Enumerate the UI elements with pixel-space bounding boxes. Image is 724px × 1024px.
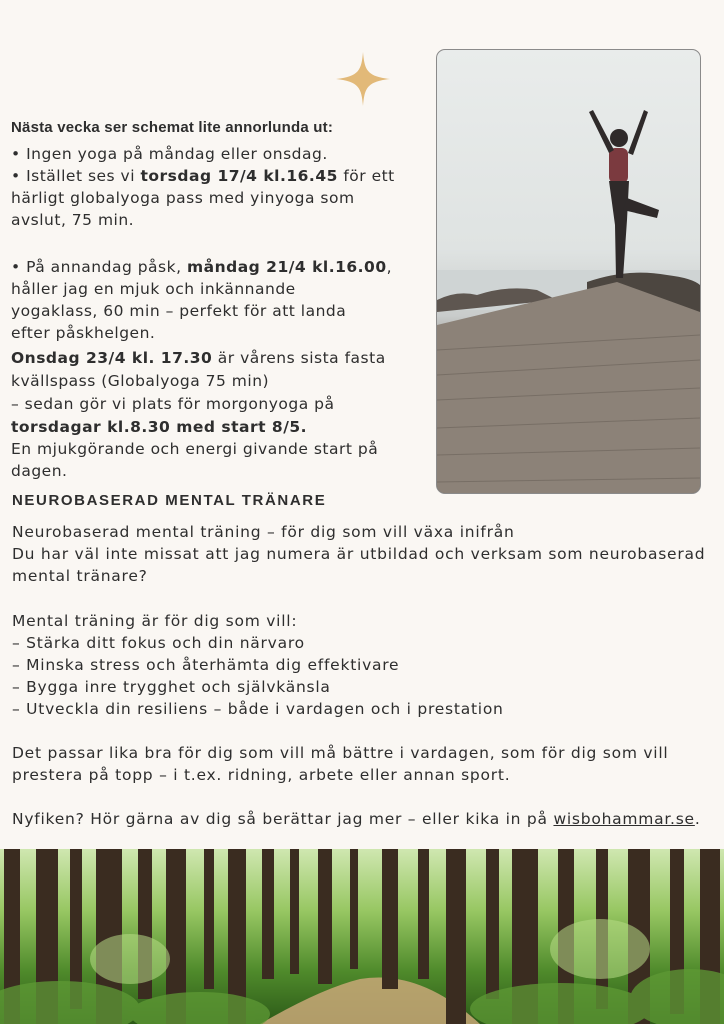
bold-date: Onsdag 23/4 kl. 17.30 xyxy=(11,349,213,367)
list-item: – Minska stress och återhämta dig effektivare xyxy=(12,656,400,674)
intro-line: Neurobaserad mental träning – för dig som vill växa inifrån xyxy=(12,523,515,541)
sparkle-icon xyxy=(336,52,390,106)
section-heading: NEUROBASERAD MENTAL TRÄNARE xyxy=(12,492,327,509)
schedule-line: avslut, 75 min. xyxy=(11,211,135,229)
schedule-line: härligt globalyoga pass med yinyoga som xyxy=(11,189,355,207)
yoga-photo xyxy=(436,49,701,494)
intro-line: Du har väl inte missat att jag numera är utbildad och verksam som neurobaserad xyxy=(12,545,706,563)
cta-text: Nyfiken? Hör gärna av dig så berättar jag mer – eller kika in på xyxy=(12,810,554,828)
schedule-line: – sedan gör vi plats för morgonyoga på xyxy=(11,395,335,413)
paragraph-line: Det passar lika bra för dig som vill må bättre i vardagen, som för dig som vill xyxy=(12,744,669,762)
intro-line: mental tränare? xyxy=(12,567,148,585)
schedule-line: torsdagar kl.8.30 med start 8/5. xyxy=(11,418,308,436)
list-item: – Utveckla din resiliens – både i vardagen och i prestation xyxy=(12,700,504,718)
schedule-lead: Nästa vecka ser schemat lite annorlunda ut: xyxy=(11,119,334,136)
text-span: är vårens sista fasta xyxy=(212,349,386,367)
schedule-line: dagen. xyxy=(11,462,68,480)
text-span: • På annandag påsk, xyxy=(11,258,187,276)
schedule-line xyxy=(11,256,392,278)
website-link[interactable]: wisbohammar.se xyxy=(553,810,695,828)
bold-date: måndag 21/4 kl.16.00 xyxy=(186,258,387,276)
list-title: Mental träning är för dig som vill: xyxy=(12,612,298,630)
schedule-line: håller jag en mjuk och inkännande xyxy=(11,280,296,298)
text-span: , xyxy=(386,258,393,276)
schedule-line xyxy=(11,165,395,187)
forest-photo xyxy=(0,849,724,1024)
schedule-line: kvällspass (Globalyoga 75 min) xyxy=(11,372,270,390)
text-span: . xyxy=(694,810,701,828)
bold-date: torsdag 17/4 kl.16.45 xyxy=(140,167,338,185)
cta-line xyxy=(12,808,718,830)
text-span: • Istället ses vi xyxy=(11,167,141,185)
schedule-line: efter påskhelgen. xyxy=(11,324,156,342)
schedule-line: • Ingen yoga på måndag eller onsdag. xyxy=(11,145,328,163)
schedule-line xyxy=(11,347,386,369)
schedule-line: yogaklass, 60 min – perfekt för att landa xyxy=(11,302,347,320)
paragraph-line: prestera på topp – i t.ex. ridning, arbete eller annan sport. xyxy=(12,766,511,784)
list-item: – Bygga inre trygghet och självkänsla xyxy=(12,678,331,696)
list-item: – Stärka ditt fokus och din närvaro xyxy=(12,634,305,652)
text-span: för ett xyxy=(337,167,395,185)
schedule-line: En mjukgörande och energi givande start på xyxy=(11,440,379,458)
